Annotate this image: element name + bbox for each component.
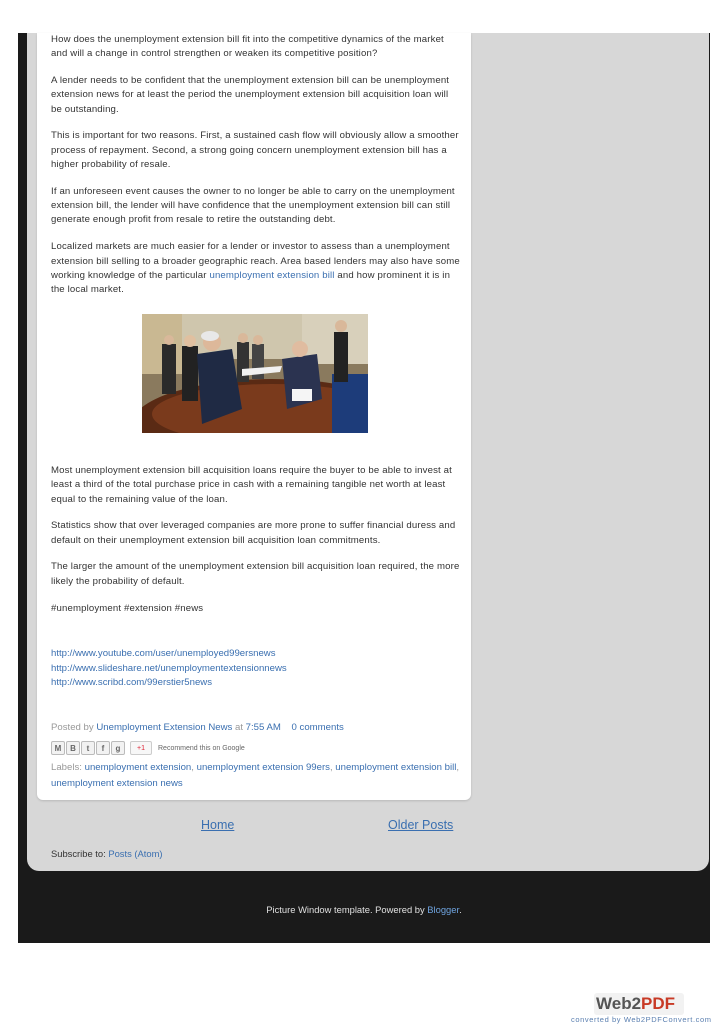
post-body (51, 33, 461, 310)
plusone-button[interactable]: +1 (130, 741, 152, 755)
post-paragraph: Statistics show that over leveraged companies are more prone to suffer financial duress and default on their unemployment extension bill acquisition loan commitments. (51, 520, 456, 546)
converted-by-text: converted by Web2PDFConvert.com (571, 1015, 712, 1024)
subscribe-label: Subscribe to: (51, 848, 109, 859)
labels-label: Labels: (51, 762, 85, 773)
post-body-continued (51, 464, 461, 628)
post-paragraph (51, 240, 461, 297)
atom-feed-link[interactable]: Posts (Atom) (108, 848, 163, 859)
post-paragraph: The larger the amount of the unemployment extension bill acquisition loan required, the more likely the probability of default. (51, 561, 460, 587)
post-labels: Labels: unemployment extension, unemployment extension 99ers, unemployment extension bill, unemployment extension news (51, 762, 460, 789)
blogthis-icon[interactable]: B (66, 741, 80, 755)
author-link[interactable]: Unemployment Extension News (96, 722, 233, 733)
post-photo (142, 314, 368, 433)
share-buttons (51, 741, 245, 755)
google-icon[interactable]: g (111, 741, 125, 755)
credits-end: . (459, 904, 462, 915)
logo-part-pdf: PDF (641, 994, 676, 1013)
subscribe (51, 848, 163, 859)
older-posts-link[interactable]: Older Posts (388, 818, 454, 832)
hashtags: #unemployment #extension #news (51, 602, 204, 614)
post-footer (51, 722, 344, 733)
scribd-link[interactable]: http://www.scribd.com/99erstier5news (51, 677, 213, 689)
timestamp-link[interactable]: 7:55 AM (245, 722, 281, 733)
logo-part-web2: Web2 (596, 994, 642, 1013)
facebook-icon[interactable]: f (96, 741, 110, 755)
credits-text: Picture Window template. Powered by (266, 904, 428, 915)
at-label: at (232, 722, 246, 733)
comments-link[interactable]: 0 comments (291, 722, 344, 733)
youtube-link[interactable]: http://www.youtube.com/user/unemployed99ersnews (51, 648, 276, 659)
paragraph-text: and how prominent it is in the local market. (51, 269, 451, 296)
recommend-text: Recommend this on Google (158, 744, 245, 752)
template-credits (0, 904, 728, 915)
label-link[interactable]: unemployment extension news (51, 777, 183, 789)
post-paragraph: This is important for two reasons. First, a sustained cash flow will obviously allow a smoother process of repayment. Second, a strong going concern unemployment extension bill has a higher probability of resale. (51, 130, 459, 171)
label-link[interactable]: unemployment extension (84, 762, 192, 773)
external-links (51, 647, 287, 691)
post-paragraph: How does the unemployment extension bill fit into the competitive dynamics of the market and will a change in control strengthen or weaken its competitive position? (51, 34, 444, 60)
paragraph-text: Localized markets are much easier for a lender or investor to assess than a unemployment extension bill selling to a broader geographic reach. Area based lenders may also have some working knowledge of the particular (51, 241, 460, 281)
post-paragraph: If an unforeseen event causes the owner to no longer be able to carry on the unemployment extension bill, the lender will have confidence that the unemployment extension bill can still generate enough profit from resale to retire the outstanding debt. (51, 185, 455, 226)
inline-link[interactable]: unemployment extension bill (209, 269, 335, 281)
web2pdf-logo-text (596, 994, 675, 1014)
posted-by-label: Posted by (51, 722, 97, 733)
slideshare-link[interactable]: http://www.slideshare.net/unemploymentextensionnews (51, 662, 287, 674)
twitter-icon[interactable]: t (81, 741, 95, 755)
label-link[interactable]: unemployment extension bill (335, 762, 457, 773)
post-paragraph: A lender needs to be confident that the unemployment extension bill can be unemployment extension news for at least the period the unemployment extension bill acquisition loan will be outstanding. (51, 75, 450, 115)
label-link[interactable]: unemployment extension 99ers (196, 762, 330, 773)
home-link[interactable]: Home (201, 818, 235, 832)
email-icon[interactable]: M (51, 741, 65, 755)
blogger-link[interactable]: Blogger (427, 904, 460, 915)
post-paragraph: Most unemployment extension bill acquisition loans require the buyer to be able to invest at least a third of the total purchase price in cash with a remaining tangible net worth at least equal to the remaining value of the loan. (51, 465, 452, 505)
web2pdf-watermark (566, 993, 726, 1027)
